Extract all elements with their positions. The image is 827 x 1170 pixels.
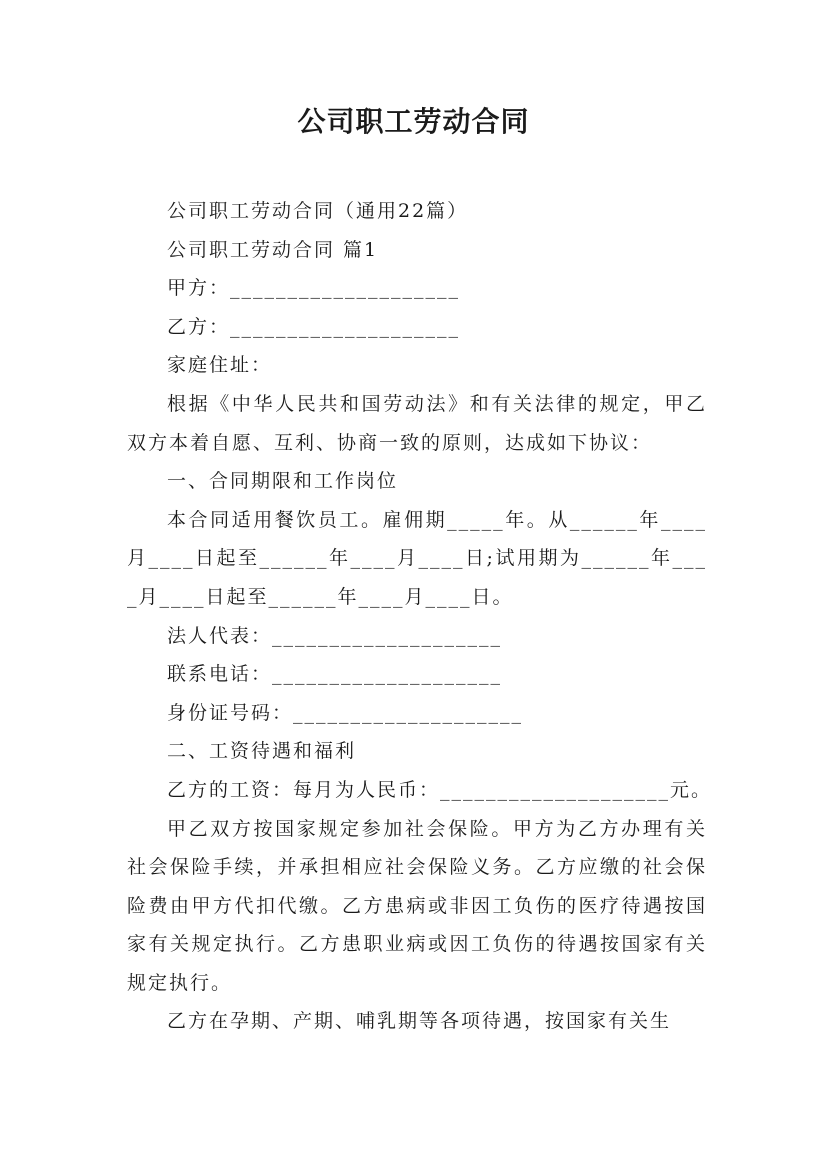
paragraph-clause-1-title: 一、合同期限和工作岗位 bbox=[167, 470, 399, 493]
paragraph-home-address: 家庭住址： bbox=[167, 354, 273, 377]
paragraph-social-insurance: 甲乙双方按国家规定参加社会保险。甲方为乙方办理有关社会保险手续，并承担相应社会保险义务。乙方应缴的社会保险费由甲方代扣代缴。乙方患病或非因工负伤的医疗待遇按国家有关规定执行。乙方患职业病或因工负伤的待遇按国家有关规定执行。 bbox=[127, 817, 707, 994]
paragraph-salary: 乙方的工资：每月为人民币：____________________元。 bbox=[167, 778, 713, 801]
paragraph-party-a: 甲方：____________________ bbox=[167, 277, 461, 300]
paragraph-id-number: 身份证号码：____________________ bbox=[167, 701, 524, 724]
paragraph-contract-term: 本合同适用餐饮员工。雇佣期_____年。从______年____月____日起至______年____月____日;试用期为______年____月____日起至______年____月____日。 bbox=[127, 508, 707, 608]
paragraph-section-title: 公司职工劳动合同 篇1 bbox=[167, 238, 379, 261]
paragraph-legal-rep: 法人代表：____________________ bbox=[167, 624, 503, 647]
paragraph-clause-2-title: 二、工资待遇和福利 bbox=[167, 740, 357, 763]
paragraph-heading: 公司职工劳动合同（通用22篇） bbox=[167, 200, 469, 222]
document-title: 公司职工劳动合同 bbox=[297, 105, 530, 138]
document-body bbox=[127, 192, 713, 1041]
paragraph-phone: 联系电话：____________________ bbox=[167, 663, 503, 686]
paragraph-maternity: 乙方在孕期、产期、哺乳期等各项待遇，按国家有关生 bbox=[167, 1010, 672, 1033]
paragraph-party-b: 乙方：____________________ bbox=[167, 315, 461, 338]
paragraph-preamble: 根据《中华人民共和国劳动法》和有关法律的规定，甲乙双方本着自愿、互利、协商一致的原则，达成如下协议： bbox=[127, 392, 707, 454]
